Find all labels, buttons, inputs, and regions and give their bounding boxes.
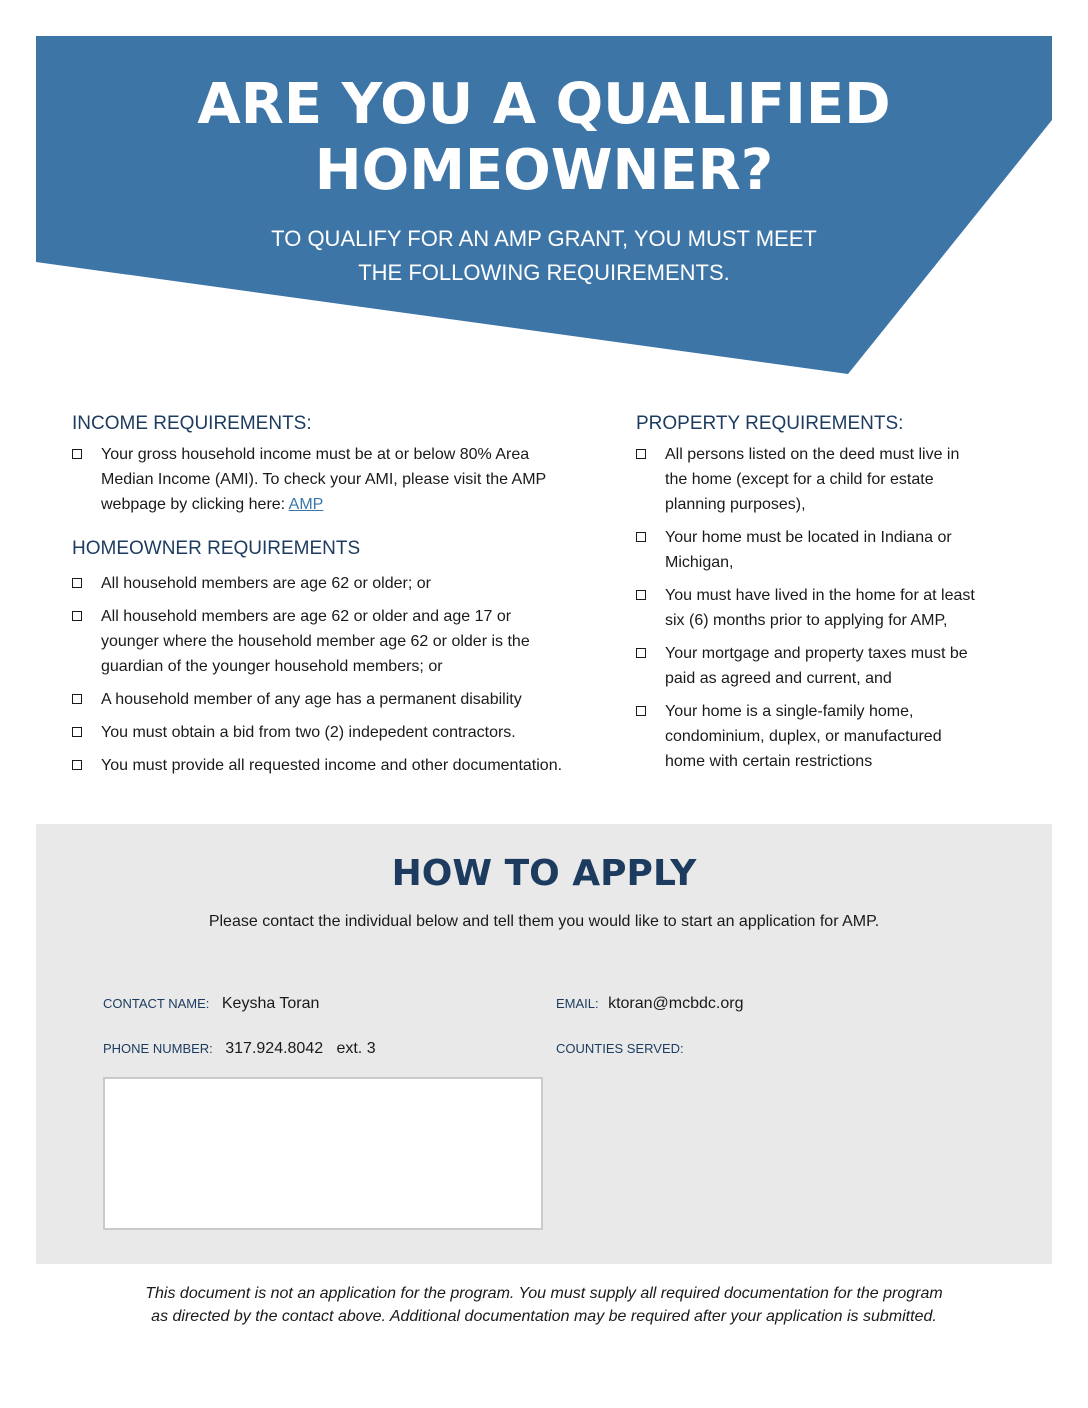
property-list: [636, 442, 1016, 774]
checkbox-icon[interactable]: [72, 611, 82, 621]
disclaimer: [0, 1282, 1088, 1328]
right-column: [636, 412, 1016, 782]
property-item: [636, 583, 1016, 633]
homeowner-item-text: All household members are age 62 or older; or: [101, 575, 431, 592]
phone-label: PHONE NUMBER:: [103, 1041, 213, 1056]
contact-name-value: Keysha Toran: [221, 995, 320, 1012]
homeowner-item-text: A household member of any age has a permanent disability: [101, 691, 522, 708]
apply-title: HOW TO APPLY: [391, 853, 697, 894]
property-heading: PROPERTY REQUIREMENTS:: [636, 413, 904, 434]
homeowner-item-text: All household members are age 62 or older and age 17 or younger where the household member age 62 or older is the guardian of the younger household members; or: [101, 608, 530, 675]
homeowner-list: [72, 571, 612, 778]
subtitle-line-2: THE FOLLOWING REQUIREMENTS.: [358, 260, 730, 285]
property-item-text: You must have lived in the home for at least six (6) months prior to applying for AMP,: [665, 587, 975, 629]
checkbox-icon[interactable]: [72, 727, 82, 737]
subtitle-line-1: TO QUALIFY FOR AN AMP GRANT, YOU MUST MEET: [271, 226, 817, 251]
email-field: [556, 994, 743, 1014]
homeowner-item-text: You must obtain a bid from two (2) indepedent contractors.: [101, 724, 516, 741]
phone-value: 317.924.8042 ext. 3: [225, 1040, 376, 1057]
counties-label: COUNTIES SERVED:: [556, 1041, 684, 1056]
checkbox-icon[interactable]: [72, 578, 82, 588]
title-line-2: HOMEOWNER?: [314, 138, 774, 203]
disclaimer-line-2: as directed by the contact above. Additional documentation may be required after your application is submitted.: [151, 1308, 937, 1325]
checkbox-icon[interactable]: [72, 760, 82, 770]
checkbox-icon[interactable]: [72, 694, 82, 704]
email-value[interactable]: ktoran@mcbdc.org: [608, 995, 744, 1012]
homeowner-heading: HOMEOWNER REQUIREMENTS: [72, 538, 361, 559]
income-text: [101, 442, 571, 517]
notes-box[interactable]: [103, 1077, 543, 1230]
homeowner-item: [72, 687, 612, 712]
page-title: [0, 72, 1088, 204]
contact-name-label: CONTACT NAME:: [103, 996, 210, 1011]
homeowner-item: [72, 753, 612, 778]
amp-link[interactable]: AMP: [288, 496, 324, 513]
checkbox-icon[interactable]: [636, 590, 646, 600]
property-item-text: Your home must be located in Indiana or Michigan,: [665, 529, 952, 571]
checkbox-icon[interactable]: [636, 706, 646, 716]
apply-intro: Please contact the individual below and tell them you would like to start an application for AMP.: [208, 913, 880, 930]
property-item: [636, 442, 1016, 517]
phone-field: [103, 1039, 376, 1059]
income-text-body: Your gross household income must be at or below 80% Area Median Income (AMI). To check your AMI, please visit the AMP webpage by clicking here:: [101, 446, 546, 513]
homeowner-item: [72, 571, 612, 596]
checkbox-icon[interactable]: [636, 532, 646, 542]
checkbox-icon[interactable]: [636, 449, 646, 459]
property-item: [636, 525, 1016, 575]
how-to-apply-panel: [36, 824, 1052, 1264]
homeowner-item: [72, 720, 612, 745]
property-item-text: All persons listed on the deed must live in the home (except for a child for estate planning purposes),: [665, 446, 960, 513]
property-item-text: Your home is a single-family home, condominium, duplex, or manufactured home with certain restrictions: [665, 703, 942, 770]
income-heading: INCOME REQUIREMENTS:: [72, 413, 312, 434]
left-column: [72, 412, 612, 786]
income-list: [72, 442, 612, 517]
income-item: [72, 442, 612, 517]
property-item-text: Your mortgage and property taxes must be paid as agreed and current, and: [665, 645, 968, 687]
contact-name-field: [103, 994, 319, 1014]
property-item: [636, 641, 1016, 691]
counties-field: [556, 1039, 692, 1059]
email-label: EMAIL:: [556, 996, 599, 1011]
disclaimer-line-1: This document is not an application for the program. You must supply all required documentation for the program: [145, 1285, 943, 1302]
homeowner-item: [72, 604, 612, 679]
title-line-1: ARE YOU A QUALIFIED: [197, 72, 891, 137]
homeowner-item-text: You must provide all requested income and other documentation.: [101, 757, 563, 774]
checkbox-icon[interactable]: [636, 648, 646, 658]
page-subtitle: [0, 222, 1088, 290]
property-item: [636, 699, 1016, 774]
checkbox-icon[interactable]: [72, 449, 82, 459]
